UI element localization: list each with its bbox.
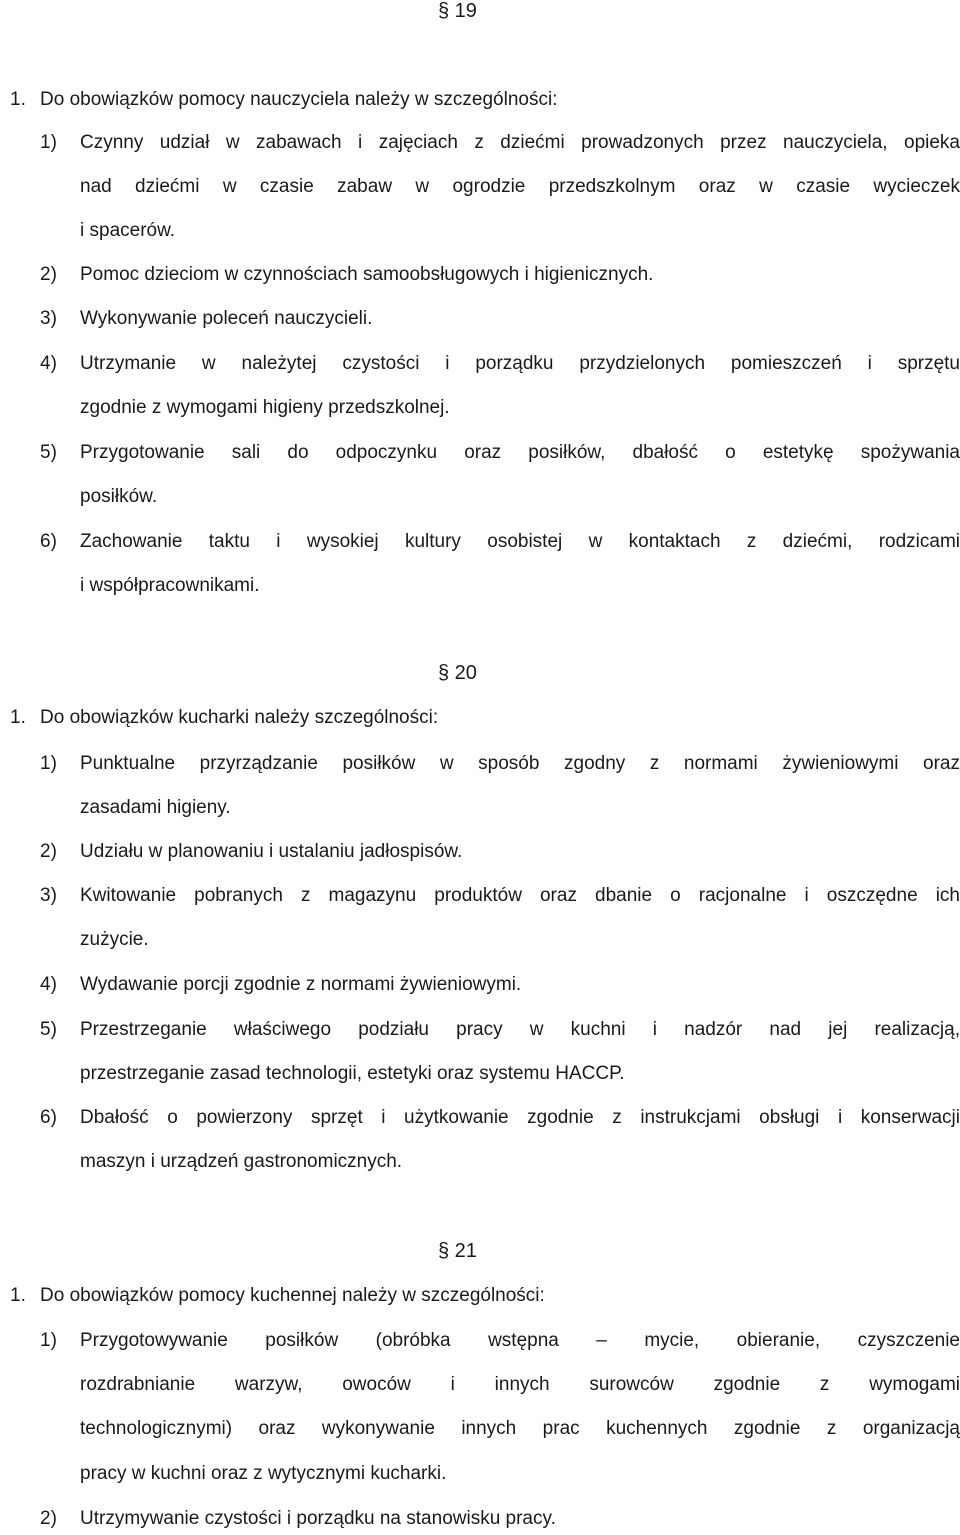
section-number: § 21: [438, 1240, 477, 1262]
list-item-line: zużycie.: [80, 929, 149, 950]
section-heading: [0, 1240, 960, 1264]
list-item-number: 1): [40, 1330, 57, 1351]
list-item-line: Wydawanie porcji zgodnie z normami żywieniowymi.: [80, 974, 522, 995]
list-item-number: 5): [40, 442, 57, 463]
section-intro: [10, 88, 557, 112]
list-item-line: zgodnie z wymogami higieny przedszkolnej.: [80, 397, 450, 418]
list-item-number: 5): [40, 1019, 57, 1040]
list-item-number: 1): [40, 132, 57, 153]
list-item-number: 4): [40, 353, 57, 374]
list-item-line: rozdrabnianie warzyw, owoców i innych surowców zgodnie z wymogami: [80, 1374, 960, 1395]
list-item-line: posiłków.: [80, 486, 158, 507]
list-item-line: pracy w kuchni oraz z wytycznymi kucharki.: [80, 1463, 447, 1484]
list-item-number: 1): [40, 753, 57, 774]
list-item-number: 3): [40, 308, 57, 329]
list-item-line: Kwitowanie pobranych z magazynu produktów oraz dbanie o racjonalne i oszczędne ich: [80, 885, 960, 906]
list-item-line: Utrzymanie w należytej czystości i porządku przydzielonych pomieszczeń i sprzętu: [80, 353, 960, 374]
list-item-number: 6): [40, 531, 57, 552]
intro-text: Do obowiązków kucharki należy szczególności:: [40, 707, 439, 728]
list-item-line: Wykonywanie poleceń nauczycieli.: [80, 308, 373, 329]
list-item-line: zasadami higieny.: [80, 797, 231, 818]
intro-text: Do obowiązków pomocy kuchennej należy w szczególności:: [40, 1285, 545, 1306]
list-item-line: Przestrzeganie właściwego podziału pracy w kuchni i nadzór nad jej realizacją,: [80, 1019, 960, 1040]
list-item-line: Pomoc dzieciom w czynnościach samoobsługowych i higienicznych.: [80, 264, 654, 285]
intro-number: 1.: [10, 1285, 26, 1306]
list-item-number: 4): [40, 974, 57, 995]
list-item-line: Dbałość o powierzony sprzęt i użytkowanie zgodnie z instrukcjami obsługi i konserwacji: [80, 1107, 960, 1128]
list-item-number: 6): [40, 1107, 57, 1128]
section-intro: [10, 1284, 545, 1308]
list-item-number: 2): [40, 264, 57, 285]
list-item-line: Punktualne przyrządzanie posiłków w sposób zgodny z normami żywieniowymi oraz: [80, 753, 960, 774]
list-item-line: i spacerów.: [80, 220, 176, 241]
list-item-number: 3): [40, 885, 57, 906]
intro-number: 1.: [10, 89, 26, 110]
list-item-line: Czynny udział w zabawach i zajęciach z dziećmi prowadzonych przez nauczyciela, opieka: [80, 132, 960, 153]
section-heading: [0, 662, 960, 686]
list-item-line: i współpracownikami.: [80, 575, 260, 596]
intro-text: Do obowiązków pomocy nauczyciela należy w szczególności:: [40, 89, 558, 110]
section-intro: [10, 706, 438, 730]
section-number: § 19: [438, 0, 477, 22]
list-item-line: Udziału w planowaniu i ustalaniu jadłospisów.: [80, 841, 463, 862]
section-number: § 20: [438, 662, 477, 684]
section-heading: [0, 0, 960, 24]
list-item-line: Zachowanie taktu i wysokiej kultury osobistej w kontaktach z dziećmi, rodzicami: [80, 531, 960, 552]
list-item-line: nad dziećmi w czasie zabaw w ogrodzie przedszkolnym oraz w czasie wycieczek: [80, 176, 960, 197]
list-item-line: Utrzymywanie czystości i porządku na stanowisku pracy.: [80, 1508, 556, 1529]
intro-number: 1.: [10, 707, 26, 728]
list-item-line: Przygotowywanie posiłków (obróbka wstępna – mycie, obieranie, czyszczenie: [80, 1330, 960, 1351]
list-item-line: technologicznymi) oraz wykonywanie innych prac kuchennych zgodnie z organizacją: [80, 1418, 960, 1439]
list-item-line: maszyn i urządzeń gastronomicznych.: [80, 1151, 403, 1172]
list-item-line: przestrzeganie zasad technologii, estetyki oraz systemu HACCP.: [80, 1063, 625, 1084]
list-item-number: 2): [40, 1508, 57, 1529]
list-item-number: 2): [40, 841, 57, 862]
list-item-line: Przygotowanie sali do odpoczynku oraz posiłków, dbałość o estetykę spożywania: [80, 442, 960, 463]
